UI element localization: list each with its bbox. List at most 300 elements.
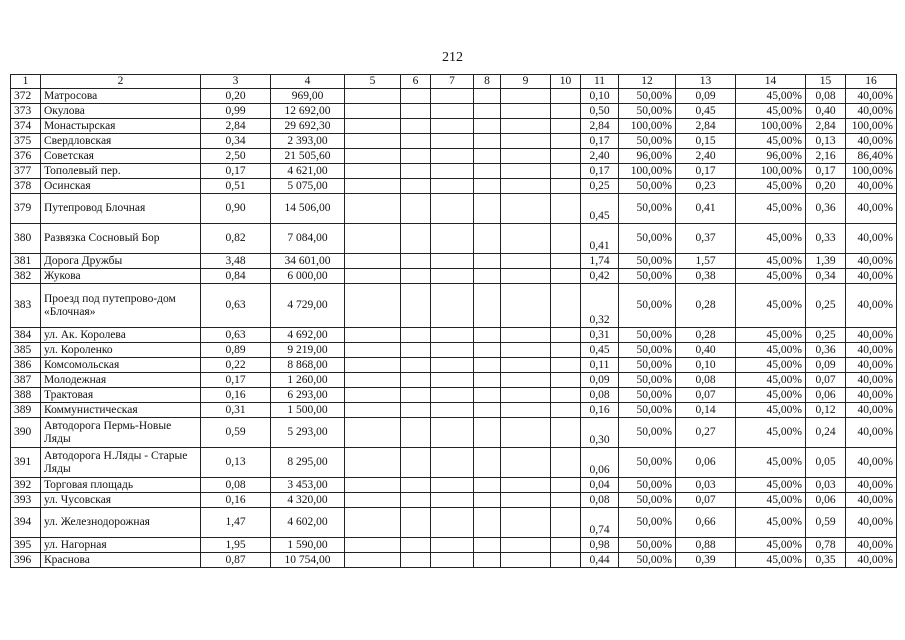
cell-col-3: 0,17 xyxy=(201,164,271,179)
cell-col-15: 0,08 xyxy=(806,89,846,104)
cell-col-8 xyxy=(474,508,501,538)
cell-col-5 xyxy=(345,179,401,194)
cell-col-1: 396 xyxy=(11,553,41,568)
cell-col-3: 0,34 xyxy=(201,134,271,149)
cell-col-12: 50,00% xyxy=(619,284,676,328)
cell-col-12: 100,00% xyxy=(619,119,676,134)
cell-col-2: ул. Нагорная xyxy=(41,538,201,553)
cell-col-5 xyxy=(345,388,401,403)
cell-col-2: ул. Железнодорожная xyxy=(41,508,201,538)
table-row xyxy=(11,343,897,358)
cell-col-11: 0,16 xyxy=(581,403,619,418)
cell-col-9 xyxy=(501,343,551,358)
cell-col-1: 376 xyxy=(11,149,41,164)
cell-col-15: 0,13 xyxy=(806,134,846,149)
cell-col-16: 40,00% xyxy=(846,508,897,538)
table-row xyxy=(11,493,897,508)
cell-col-10 xyxy=(551,179,581,194)
cell-col-14: 45,00% xyxy=(736,179,806,194)
cell-col-3: 0,31 xyxy=(201,403,271,418)
column-header-16: 16 xyxy=(846,75,897,89)
cell-col-10 xyxy=(551,553,581,568)
cell-col-5 xyxy=(345,104,401,119)
cell-col-2: Дорога Дружбы xyxy=(41,254,201,269)
cell-col-13: 0,37 xyxy=(676,224,736,254)
cell-col-16: 40,00% xyxy=(846,254,897,269)
cell-col-12: 50,00% xyxy=(619,403,676,418)
cell-col-10 xyxy=(551,418,581,448)
cell-col-4: 1 590,00 xyxy=(271,538,345,553)
cell-col-16: 86,40% xyxy=(846,149,897,164)
cell-col-16: 100,00% xyxy=(846,164,897,179)
cell-col-8 xyxy=(474,448,501,478)
cell-col-4: 34 601,00 xyxy=(271,254,345,269)
table-row xyxy=(11,284,897,328)
cell-col-1: 383 xyxy=(11,284,41,328)
column-header-10: 10 xyxy=(551,75,581,89)
cell-col-3: 0,16 xyxy=(201,493,271,508)
cell-col-9 xyxy=(501,538,551,553)
cell-col-8 xyxy=(474,134,501,149)
cell-col-6 xyxy=(401,388,431,403)
cell-col-8 xyxy=(474,388,501,403)
column-header-14: 14 xyxy=(736,75,806,89)
cell-col-2: Свердловская xyxy=(41,134,201,149)
cell-col-4: 1 500,00 xyxy=(271,403,345,418)
cell-col-8 xyxy=(474,373,501,388)
cell-col-16: 40,00% xyxy=(846,553,897,568)
cell-col-16: 40,00% xyxy=(846,418,897,448)
cell-col-15: 0,25 xyxy=(806,328,846,343)
cell-col-2: Автодорога Пермь-Новые Ляды xyxy=(41,418,201,448)
cell-col-8 xyxy=(474,538,501,553)
cell-col-15: 0,59 xyxy=(806,508,846,538)
cell-col-14: 45,00% xyxy=(736,418,806,448)
cell-col-6 xyxy=(401,164,431,179)
cell-col-6 xyxy=(401,508,431,538)
cell-col-11: 0,30 xyxy=(581,418,619,448)
cell-col-16: 40,00% xyxy=(846,89,897,104)
table-header-row xyxy=(11,75,897,89)
cell-col-12: 50,00% xyxy=(619,134,676,149)
cell-col-2: ул. Короленко xyxy=(41,343,201,358)
cell-col-4: 8 868,00 xyxy=(271,358,345,373)
cell-col-7 xyxy=(431,448,474,478)
cell-col-12: 50,00% xyxy=(619,388,676,403)
cell-col-12: 50,00% xyxy=(619,343,676,358)
cell-col-3: 0,59 xyxy=(201,418,271,448)
cell-col-3: 0,99 xyxy=(201,104,271,119)
cell-col-11: 0,10 xyxy=(581,89,619,104)
cell-col-1: 380 xyxy=(11,224,41,254)
cell-col-10 xyxy=(551,478,581,493)
cell-col-1: 388 xyxy=(11,388,41,403)
cell-col-8 xyxy=(474,179,501,194)
cell-col-8 xyxy=(474,493,501,508)
cell-col-5 xyxy=(345,328,401,343)
cell-col-13: 0,17 xyxy=(676,164,736,179)
cell-col-12: 50,00% xyxy=(619,194,676,224)
cell-col-7 xyxy=(431,553,474,568)
cell-col-9 xyxy=(501,104,551,119)
cell-col-6 xyxy=(401,358,431,373)
cell-col-1: 375 xyxy=(11,134,41,149)
cell-col-3: 2,50 xyxy=(201,149,271,164)
column-header-4: 4 xyxy=(271,75,345,89)
cell-col-14: 45,00% xyxy=(736,388,806,403)
cell-col-15: 0,34 xyxy=(806,269,846,284)
cell-col-2: Трактовая xyxy=(41,388,201,403)
cell-col-12: 50,00% xyxy=(619,553,676,568)
cell-col-6 xyxy=(401,284,431,328)
cell-col-9 xyxy=(501,328,551,343)
cell-col-5 xyxy=(345,448,401,478)
cell-col-7 xyxy=(431,508,474,538)
cell-col-1: 372 xyxy=(11,89,41,104)
cell-col-5 xyxy=(345,254,401,269)
cell-col-14: 45,00% xyxy=(736,448,806,478)
table-row xyxy=(11,164,897,179)
cell-col-14: 45,00% xyxy=(736,493,806,508)
cell-col-14: 45,00% xyxy=(736,284,806,328)
cell-col-5 xyxy=(345,553,401,568)
cell-col-11: 0,50 xyxy=(581,104,619,119)
table-row xyxy=(11,194,897,224)
cell-col-1: 379 xyxy=(11,194,41,224)
table-row xyxy=(11,553,897,568)
cell-col-9 xyxy=(501,194,551,224)
cell-col-3: 0,17 xyxy=(201,373,271,388)
cell-col-7 xyxy=(431,418,474,448)
cell-col-11: 0,45 xyxy=(581,343,619,358)
cell-col-10 xyxy=(551,358,581,373)
column-header-15: 15 xyxy=(806,75,846,89)
table-row xyxy=(11,119,897,134)
cell-col-14: 45,00% xyxy=(736,478,806,493)
cell-col-15: 0,03 xyxy=(806,478,846,493)
column-header-9: 9 xyxy=(501,75,551,89)
cell-col-16: 40,00% xyxy=(846,328,897,343)
cell-col-7 xyxy=(431,358,474,373)
cell-col-6 xyxy=(401,538,431,553)
cell-col-5 xyxy=(345,224,401,254)
table-row xyxy=(11,269,897,284)
cell-col-6 xyxy=(401,149,431,164)
cell-col-14: 45,00% xyxy=(736,343,806,358)
cell-col-6 xyxy=(401,119,431,134)
cell-col-2: Монастырская xyxy=(41,119,201,134)
cell-col-1: 386 xyxy=(11,358,41,373)
cell-col-10 xyxy=(551,403,581,418)
cell-col-4: 2 393,00 xyxy=(271,134,345,149)
column-header-8: 8 xyxy=(474,75,501,89)
cell-col-9 xyxy=(501,179,551,194)
cell-col-5 xyxy=(345,164,401,179)
cell-col-8 xyxy=(474,104,501,119)
cell-col-4: 4 621,00 xyxy=(271,164,345,179)
cell-col-13: 1,57 xyxy=(676,254,736,269)
cell-col-9 xyxy=(501,358,551,373)
cell-col-9 xyxy=(501,418,551,448)
cell-col-2: Торговая площадь xyxy=(41,478,201,493)
cell-col-15: 0,06 xyxy=(806,493,846,508)
table-row xyxy=(11,328,897,343)
cell-col-2: Автодорога Н.Ляды - Старые Ляды xyxy=(41,448,201,478)
cell-col-3: 0,22 xyxy=(201,358,271,373)
cell-col-4: 4 320,00 xyxy=(271,493,345,508)
cell-col-16: 40,00% xyxy=(846,478,897,493)
cell-col-2: Краснова xyxy=(41,553,201,568)
cell-col-8 xyxy=(474,403,501,418)
road-data-table xyxy=(10,74,897,568)
cell-col-15: 0,78 xyxy=(806,538,846,553)
cell-col-7 xyxy=(431,478,474,493)
cell-col-11: 0,45 xyxy=(581,194,619,224)
cell-col-8 xyxy=(474,328,501,343)
cell-col-13: 0,38 xyxy=(676,269,736,284)
cell-col-4: 4 602,00 xyxy=(271,508,345,538)
cell-col-11: 0,42 xyxy=(581,269,619,284)
cell-col-14: 45,00% xyxy=(736,254,806,269)
cell-col-5 xyxy=(345,134,401,149)
cell-col-11: 0,11 xyxy=(581,358,619,373)
cell-col-10 xyxy=(551,538,581,553)
cell-col-11: 1,74 xyxy=(581,254,619,269)
cell-col-4: 12 692,00 xyxy=(271,104,345,119)
cell-col-5 xyxy=(345,343,401,358)
cell-col-14: 45,00% xyxy=(736,508,806,538)
cell-col-11: 0,06 xyxy=(581,448,619,478)
cell-col-14: 45,00% xyxy=(736,538,806,553)
cell-col-10 xyxy=(551,269,581,284)
cell-col-14: 100,00% xyxy=(736,119,806,134)
cell-col-11: 0,08 xyxy=(581,388,619,403)
cell-col-8 xyxy=(474,343,501,358)
cell-col-5 xyxy=(345,358,401,373)
cell-col-8 xyxy=(474,254,501,269)
cell-col-4: 5 075,00 xyxy=(271,179,345,194)
table-body xyxy=(11,89,897,568)
cell-col-7 xyxy=(431,149,474,164)
cell-col-9 xyxy=(501,134,551,149)
cell-col-8 xyxy=(474,119,501,134)
cell-col-13: 0,15 xyxy=(676,134,736,149)
cell-col-11: 0,98 xyxy=(581,538,619,553)
cell-col-2: Советская xyxy=(41,149,201,164)
cell-col-10 xyxy=(551,194,581,224)
cell-col-11: 0,32 xyxy=(581,284,619,328)
cell-col-6 xyxy=(401,134,431,149)
cell-col-3: 0,20 xyxy=(201,89,271,104)
cell-col-13: 0,06 xyxy=(676,448,736,478)
cell-col-14: 45,00% xyxy=(736,134,806,149)
cell-col-4: 1 260,00 xyxy=(271,373,345,388)
cell-col-16: 40,00% xyxy=(846,373,897,388)
cell-col-12: 50,00% xyxy=(619,478,676,493)
cell-col-7 xyxy=(431,89,474,104)
cell-col-2: ул. Ак. Королева xyxy=(41,328,201,343)
cell-col-9 xyxy=(501,89,551,104)
cell-col-14: 45,00% xyxy=(736,553,806,568)
cell-col-4: 10 754,00 xyxy=(271,553,345,568)
cell-col-10 xyxy=(551,508,581,538)
cell-col-6 xyxy=(401,343,431,358)
column-header-11: 11 xyxy=(581,75,619,89)
cell-col-14: 45,00% xyxy=(736,104,806,119)
cell-col-14: 45,00% xyxy=(736,403,806,418)
table-row xyxy=(11,179,897,194)
cell-col-12: 50,00% xyxy=(619,418,676,448)
cell-col-16: 100,00% xyxy=(846,119,897,134)
column-header-13: 13 xyxy=(676,75,736,89)
page-number: 212 xyxy=(442,50,463,65)
cell-col-12: 50,00% xyxy=(619,508,676,538)
cell-col-9 xyxy=(501,149,551,164)
cell-col-6 xyxy=(401,493,431,508)
cell-col-8 xyxy=(474,269,501,284)
cell-col-8 xyxy=(474,284,501,328)
table-row xyxy=(11,418,897,448)
cell-col-7 xyxy=(431,343,474,358)
cell-col-5 xyxy=(345,149,401,164)
cell-col-10 xyxy=(551,373,581,388)
cell-col-1: 392 xyxy=(11,478,41,493)
cell-col-7 xyxy=(431,194,474,224)
cell-col-14: 45,00% xyxy=(736,89,806,104)
cell-col-12: 50,00% xyxy=(619,104,676,119)
cell-col-3: 3,48 xyxy=(201,254,271,269)
cell-col-9 xyxy=(501,164,551,179)
cell-col-9 xyxy=(501,553,551,568)
cell-col-8 xyxy=(474,478,501,493)
cell-col-13: 0,88 xyxy=(676,538,736,553)
cell-col-4: 6 293,00 xyxy=(271,388,345,403)
cell-col-12: 50,00% xyxy=(619,493,676,508)
cell-col-4: 4 692,00 xyxy=(271,328,345,343)
cell-col-16: 40,00% xyxy=(846,224,897,254)
table-row xyxy=(11,104,897,119)
cell-col-12: 96,00% xyxy=(619,149,676,164)
cell-col-14: 45,00% xyxy=(736,194,806,224)
cell-col-5 xyxy=(345,403,401,418)
cell-col-2: Матросова xyxy=(41,89,201,104)
cell-col-15: 0,25 xyxy=(806,284,846,328)
cell-col-4: 29 692,30 xyxy=(271,119,345,134)
cell-col-7 xyxy=(431,224,474,254)
cell-col-6 xyxy=(401,328,431,343)
cell-col-7 xyxy=(431,284,474,328)
table-row xyxy=(11,254,897,269)
cell-col-5 xyxy=(345,493,401,508)
cell-col-8 xyxy=(474,164,501,179)
column-header-7: 7 xyxy=(431,75,474,89)
cell-col-11: 0,08 xyxy=(581,493,619,508)
cell-col-7 xyxy=(431,538,474,553)
column-header-5: 5 xyxy=(345,75,401,89)
cell-col-11: 2,40 xyxy=(581,149,619,164)
cell-col-14: 45,00% xyxy=(736,358,806,373)
cell-col-12: 50,00% xyxy=(619,358,676,373)
cell-col-3: 0,89 xyxy=(201,343,271,358)
cell-col-6 xyxy=(401,179,431,194)
cell-col-1: 387 xyxy=(11,373,41,388)
cell-col-6 xyxy=(401,254,431,269)
cell-col-16: 40,00% xyxy=(846,448,897,478)
cell-col-14: 45,00% xyxy=(736,269,806,284)
cell-col-13: 0,45 xyxy=(676,104,736,119)
cell-col-6 xyxy=(401,194,431,224)
cell-col-3: 0,90 xyxy=(201,194,271,224)
cell-col-13: 0,10 xyxy=(676,358,736,373)
cell-col-15: 0,33 xyxy=(806,224,846,254)
cell-col-3: 0,63 xyxy=(201,328,271,343)
cell-col-1: 384 xyxy=(11,328,41,343)
cell-col-13: 0,28 xyxy=(676,328,736,343)
cell-col-6 xyxy=(401,104,431,119)
cell-col-2: Тополевый пер. xyxy=(41,164,201,179)
cell-col-8 xyxy=(474,358,501,373)
cell-col-7 xyxy=(431,373,474,388)
cell-col-13: 0,41 xyxy=(676,194,736,224)
cell-col-13: 0,28 xyxy=(676,284,736,328)
table-row xyxy=(11,89,897,104)
cell-col-7 xyxy=(431,179,474,194)
cell-col-13: 0,09 xyxy=(676,89,736,104)
cell-col-15: 0,20 xyxy=(806,179,846,194)
cell-col-9 xyxy=(501,224,551,254)
cell-col-5 xyxy=(345,89,401,104)
cell-col-16: 40,00% xyxy=(846,403,897,418)
cell-col-8 xyxy=(474,553,501,568)
cell-col-11: 0,17 xyxy=(581,164,619,179)
cell-col-15: 0,07 xyxy=(806,373,846,388)
cell-col-9 xyxy=(501,448,551,478)
cell-col-13: 0,07 xyxy=(676,493,736,508)
cell-col-16: 40,00% xyxy=(846,104,897,119)
cell-col-14: 100,00% xyxy=(736,164,806,179)
cell-col-3: 0,51 xyxy=(201,179,271,194)
cell-col-15: 0,35 xyxy=(806,553,846,568)
table-row xyxy=(11,508,897,538)
cell-col-5 xyxy=(345,119,401,134)
cell-col-9 xyxy=(501,388,551,403)
cell-col-3: 0,13 xyxy=(201,448,271,478)
cell-col-11: 0,04 xyxy=(581,478,619,493)
table-row xyxy=(11,538,897,553)
cell-col-8 xyxy=(474,89,501,104)
cell-col-7 xyxy=(431,164,474,179)
cell-col-1: 395 xyxy=(11,538,41,553)
cell-col-13: 0,07 xyxy=(676,388,736,403)
cell-col-12: 50,00% xyxy=(619,448,676,478)
cell-col-10 xyxy=(551,164,581,179)
cell-col-16: 40,00% xyxy=(846,179,897,194)
cell-col-4: 6 000,00 xyxy=(271,269,345,284)
cell-col-12: 50,00% xyxy=(619,89,676,104)
cell-col-14: 45,00% xyxy=(736,328,806,343)
cell-col-13: 0,03 xyxy=(676,478,736,493)
cell-col-5 xyxy=(345,284,401,328)
cell-col-2: Путепровод Блочная xyxy=(41,194,201,224)
table-row xyxy=(11,403,897,418)
cell-col-8 xyxy=(474,418,501,448)
cell-col-10 xyxy=(551,104,581,119)
cell-col-1: 377 xyxy=(11,164,41,179)
cell-col-1: 381 xyxy=(11,254,41,269)
cell-col-10 xyxy=(551,328,581,343)
cell-col-16: 40,00% xyxy=(846,284,897,328)
cell-col-7 xyxy=(431,403,474,418)
